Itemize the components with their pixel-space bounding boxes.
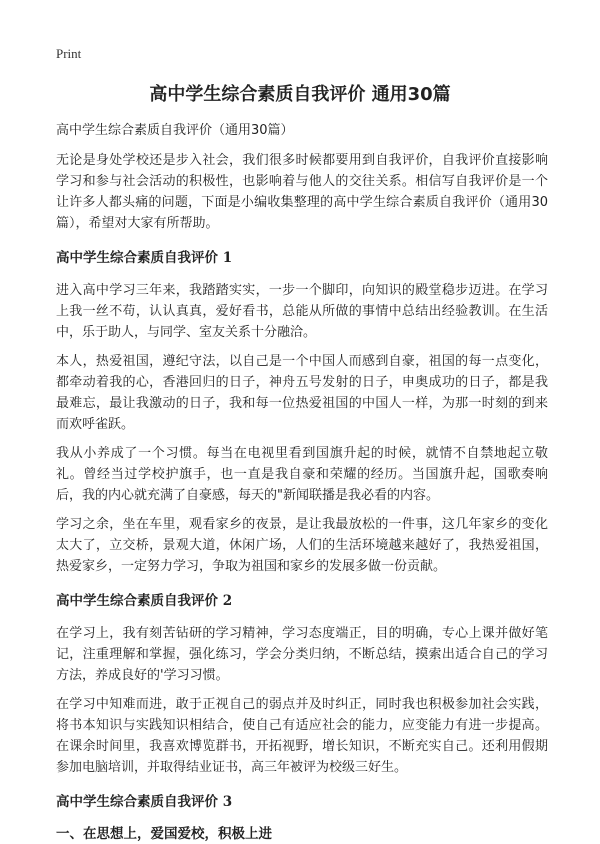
article-subtitle: 高中学生综合素质自我评价（通用30篇） [56, 123, 294, 138]
paragraph: 本人，热爱祖国，遵纪守法，以自己是一个中国人而感到自豪，祖国的每一点变化，都牵动着我的心，香港回归的日子，神舟五号发射的日子，申奥成功的日子，都是我最难忘，最让我激动的日子，我和每一位热爱祖国的中国人一样，为那一时刻的到来而欢呼雀跃。 [56, 354, 548, 432]
paragraph: 我从小养成了一个习惯。每当在电视里看到国旗升起的时候，就情不自禁地起立敬礼。曾经当过学校护旗手，也一直是我自豪和荣耀的经历。当国旗升起，国歌奏响后，我的内心就充满了自豪感，每天的"新闻联播是我必看的内容。 [56, 446, 548, 503]
article-body [56, 120, 548, 844]
paragraph: 进入高中学习三年来，我踏踏实实，一步一个脚印，向知识的殿堂稳步迈进。在学习上我一丝不苟，认认真真，爱好看书，总能从所做的事情中总结出经验教训。在生活中，乐于助人，与同学、室友关系十分融洽。 [56, 283, 548, 340]
paragraph: 在学习上，我有刻苦钻研的学习精神，学习态度端正，目的明确，专心上课并做好笔记，注重理解和掌握，强化练习，学会分类归纳，不断总结，摸索出适合自己的学习方法，养成良好的'学习习惯。 [56, 626, 548, 683]
section-heading-3: 高中学生综合素质自我评价 3 [56, 794, 233, 810]
paragraph: 学习之余，坐在车里，观看家乡的夜景，是让我最放松的一件事，这几年家乡的变化太大了，立交桥，景观大道，休闲广场，人们的生活环境越来越好了，我热爱祖国，热爱家乡，一定努力学习，争取为祖国和家乡的发展多做一份贡献。 [56, 517, 548, 574]
print-link[interactable]: Print [56, 46, 82, 61]
section-heading-1: 高中学生综合素质自我评价 1 [56, 250, 233, 266]
section-heading-2: 高中学生综合素质自我评价 2 [56, 593, 233, 609]
paragraph: 在学习中知难而进，敢于正视自己的弱点并及时纠正，同时我也积极参加社会实践，将书本知识与实践知识相结合，使自己有适应社会的能力，应变能力有进一步提高。在课余时间里，我喜欢博览群书，开拓视野，增长知识，不断充实自己。还利用假期参加电脑培训，并取得结业证书，高三年被评为校级三好生。 [56, 697, 548, 775]
page-title: 高中学生综合素质自我评价 通用30篇 [149, 84, 451, 105]
intro-paragraph: 无论是身处学校还是步入社会，我们很多时候都要用到自我评价，自我评价直接影响学习和参与社会活动的积极性，也影响着与他人的交往关系。相信写自我评价是一个让许多人都头痛的问题，下面是小编收集整理的高中学生综合素质自我评价（通用30篇），希望对大家有所帮助。 [56, 153, 548, 231]
subsection-heading: 一、在思想上，爱国爱校，积极上进 [56, 826, 272, 842]
